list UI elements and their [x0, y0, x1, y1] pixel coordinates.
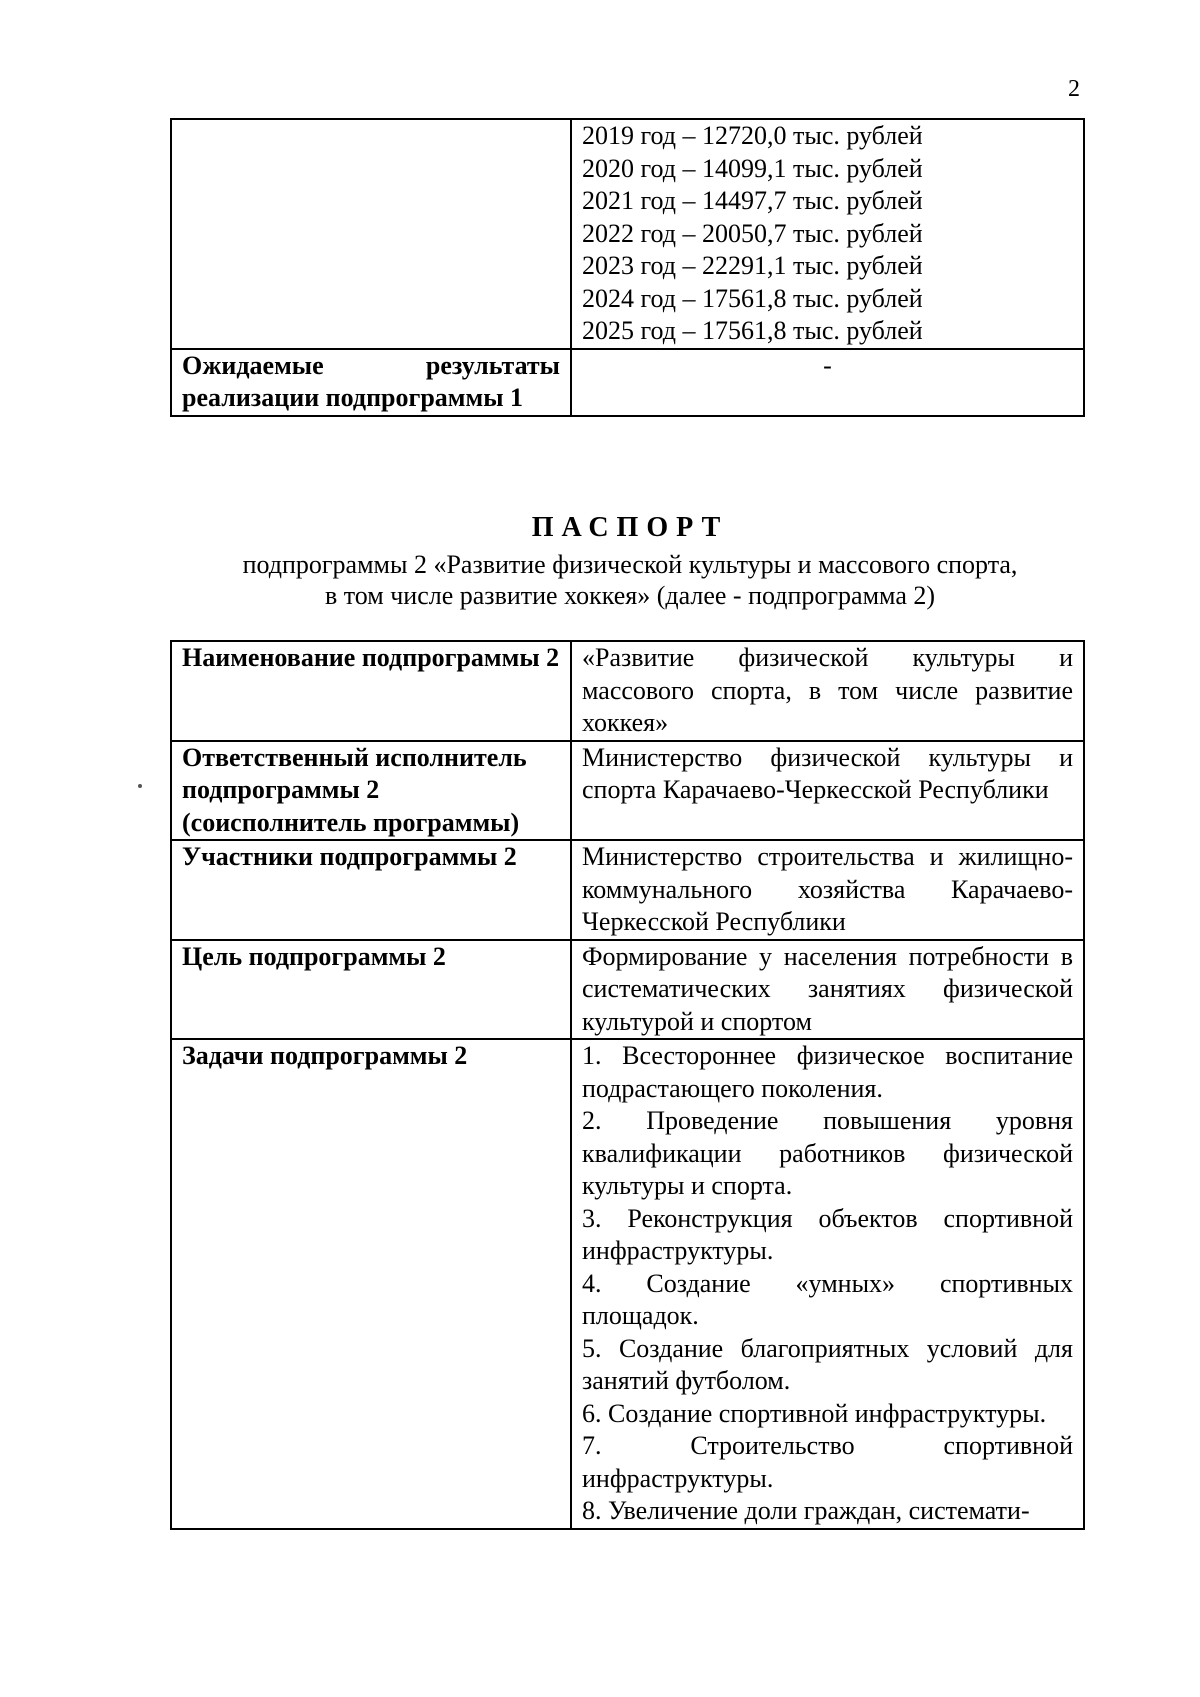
- task-item: 8. Увеличение доли граждан, системати-: [582, 1496, 1030, 1525]
- row-value-responsible: Министерство физической культуры и спорта Карачаево-Черкесской Республики: [571, 741, 1084, 841]
- passport-table: [170, 640, 1085, 1530]
- row-value-participants: Министерство строительства и жилищно-коммунального хозяйства Карачаево-Черкесской Республики: [571, 840, 1084, 940]
- table-row: [171, 641, 1084, 741]
- funding-line: 2022 год – 20050,7 тыс. рублей: [582, 218, 923, 248]
- passport-subtitle-line1: подпрограммы 2 «Развитие физической культуры и массового спорта,: [242, 550, 1018, 579]
- table-row: [171, 741, 1084, 841]
- row-value-tasks: [571, 1039, 1084, 1529]
- funding-line: 2019 год – 12720,0 тыс. рублей: [582, 121, 923, 150]
- funding-line: 2024 год – 17561,8 тыс. рублей: [582, 283, 923, 313]
- table-row: [171, 119, 1084, 349]
- row-label-participants: Участники подпрограммы 2: [171, 840, 571, 940]
- page-number: 2: [1068, 76, 1080, 102]
- funding-line: 2025 год – 17561,8 тыс. рублей: [582, 316, 923, 345]
- task-item: 1. Всестороннее физическое воспитание подрастающего поколения.: [582, 1041, 1073, 1103]
- table-row: [171, 940, 1084, 1040]
- table-row: [171, 840, 1084, 940]
- row-label-name: Наименование подпрограммы 2: [171, 641, 571, 741]
- task-item: 5. Создание благоприятных условий для занятий футболом.: [582, 1333, 1073, 1395]
- expected-results-label: Ожидаемые результаты реализации подпрограммы 1: [171, 349, 571, 416]
- task-item: 4. Создание «умных» спортивных площадок.: [582, 1268, 1073, 1330]
- row-label-responsible: Ответственный исполнитель подпрограммы 2 (соисполнитель программы): [171, 741, 571, 841]
- funding-table: [170, 118, 1085, 417]
- passport-subtitle-line2: в том числе развитие хоккея» (далее - подпрограмма 2): [324, 581, 936, 610]
- task-item: 7. Строительство спортивной инфраструктуры.: [582, 1431, 1073, 1493]
- passport-title: ПАСПОРТ: [531, 512, 729, 543]
- row-value-goal: Формирование у населения потребности в систематических занятиях физической культурой и спортом: [571, 940, 1084, 1040]
- task-item: 2. Проведение повышения уровня квалификации работников физической культуры и спорта.: [582, 1106, 1073, 1200]
- table-row: [171, 349, 1084, 416]
- task-item: 3. Реконструкция объектов спортивной инфраструктуры.: [582, 1203, 1073, 1265]
- funding-line: 2020 год – 14099,1 тыс. рублей: [582, 153, 923, 183]
- task-item: 6. Создание спортивной инфраструктуры.: [582, 1398, 1047, 1428]
- row-label-goal: Цель подпрограммы 2: [171, 940, 571, 1040]
- table-cell-empty: [171, 119, 571, 349]
- funding-line: 2021 год – 14497,7 тыс. рублей: [582, 186, 923, 215]
- expected-results-value: -: [571, 349, 1084, 416]
- scan-speck: [138, 784, 142, 788]
- row-value-name: «Развитие физической культуры и массового спорта, в том числе развитие хоккея»: [571, 641, 1084, 741]
- funding-line: 2023 год – 22291,1 тыс. рублей: [582, 251, 923, 280]
- table-row: [171, 1039, 1084, 1529]
- row-label-tasks: Задачи подпрограммы 2: [171, 1039, 571, 1529]
- funding-cell: [571, 119, 1084, 349]
